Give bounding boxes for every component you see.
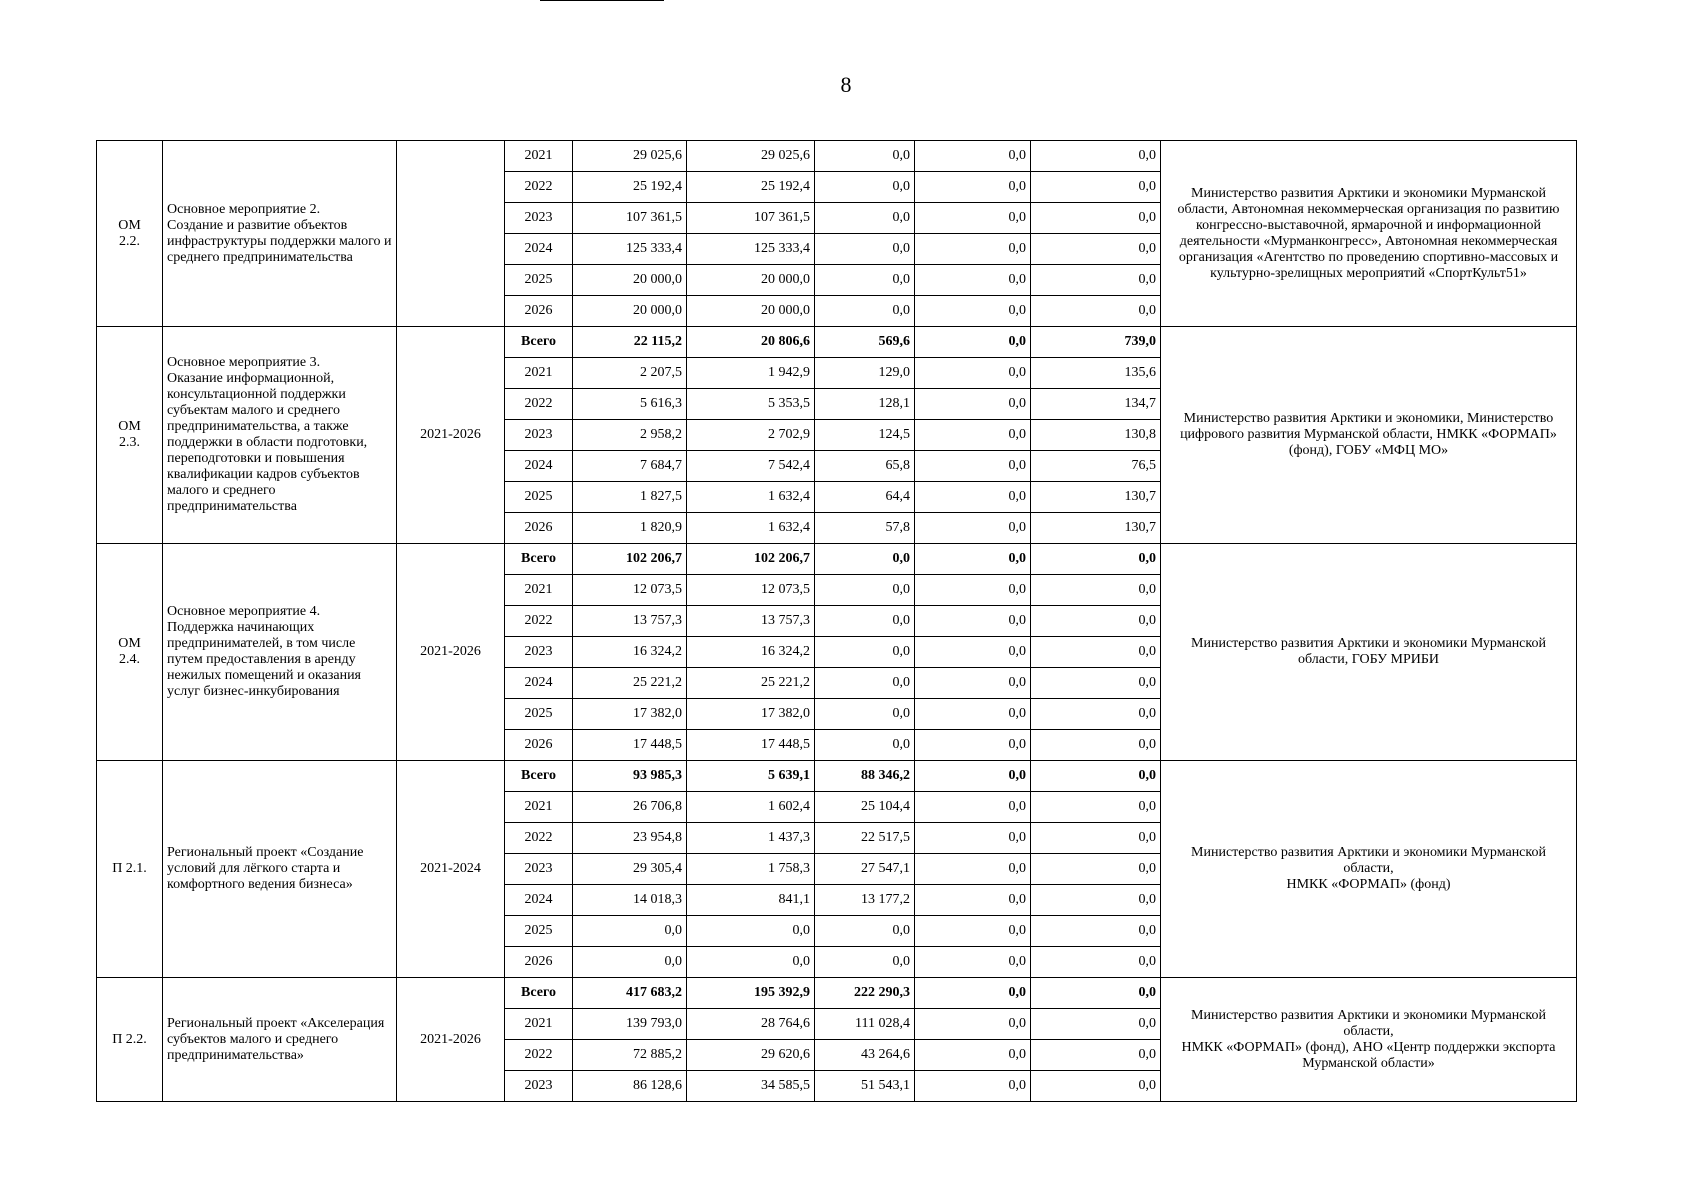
page-number: 8	[840, 72, 852, 97]
amount-cell: 0,0	[815, 916, 915, 947]
amount-cell: 20 806,6	[687, 327, 815, 358]
amount-cell: 0,0	[915, 482, 1031, 513]
amount-cell: 1 942,9	[687, 358, 815, 389]
amount-cell: 2 207,5	[573, 358, 687, 389]
row-code: ОМ 2.3.	[97, 327, 163, 544]
year-cell: 2023	[505, 637, 573, 668]
amount-cell: 0,0	[915, 1040, 1031, 1071]
amount-cell: 0,0	[915, 141, 1031, 172]
amount-cell: 0,0	[1031, 730, 1161, 761]
responsible-org: Министерство развития Арктики и экономики Мурманской области, НМКК «ФОРМАП» (фонд), АНО «Центр поддержки экспорта Мурманской области»	[1161, 978, 1577, 1102]
responsible-org: Министерство развития Арктики и экономики Мурманской области, Автономная некоммерческая организация по развитию конгрессно-выставочной, ярмарочной и информационной деятельности «Мурманконгресс», Автономная некоммерческая организация «Агентство по проведению спортивно-массовых и культурно-зрелищных мероприятий «СпортКульт51»	[1161, 141, 1577, 327]
amount-cell: 5 639,1	[687, 761, 815, 792]
year-cell: 2023	[505, 1071, 573, 1102]
amount-cell: 25 104,4	[815, 792, 915, 823]
year-cell: 2025	[505, 482, 573, 513]
table-row	[97, 327, 1577, 358]
year-cell: 2025	[505, 265, 573, 296]
row-name: Региональный проект «Создание условий для лёгкого старта и комфортного ведения бизнеса»	[163, 761, 397, 978]
amount-cell: 0,0	[1031, 823, 1161, 854]
year-cell: 2023	[505, 203, 573, 234]
year-cell: 2026	[505, 947, 573, 978]
amount-cell: 0,0	[915, 451, 1031, 482]
year-cell: 2026	[505, 296, 573, 327]
amount-cell: 0,0	[1031, 668, 1161, 699]
year-cell: 2024	[505, 885, 573, 916]
year-cell: 2026	[505, 513, 573, 544]
table-row	[97, 978, 1577, 1009]
row-name: Основное мероприятие 4. Поддержка начинающих предпринимателей, в том числе путем предоставления в аренду нежилых помещений и оказания услуг бизнес-инкубирования	[163, 544, 397, 761]
amount-cell: 1 632,4	[687, 482, 815, 513]
year-cell: 2022	[505, 606, 573, 637]
year-cell: Всего	[505, 544, 573, 575]
year-cell: 2024	[505, 451, 573, 482]
amount-cell: 0,0	[815, 637, 915, 668]
amount-cell: 102 206,7	[687, 544, 815, 575]
amount-cell: 17 448,5	[687, 730, 815, 761]
amount-cell: 0,0	[915, 916, 1031, 947]
row-period: 2021-2026	[397, 978, 505, 1102]
amount-cell: 107 361,5	[573, 203, 687, 234]
amount-cell: 0,0	[1031, 916, 1161, 947]
amount-cell: 72 885,2	[573, 1040, 687, 1071]
amount-cell: 128,1	[815, 389, 915, 420]
amount-cell: 0,0	[1031, 172, 1161, 203]
amount-cell: 88 346,2	[815, 761, 915, 792]
amount-cell: 25 192,4	[687, 172, 815, 203]
amount-cell: 5 616,3	[573, 389, 687, 420]
amount-cell: 125 333,4	[573, 234, 687, 265]
amount-cell: 1 632,4	[687, 513, 815, 544]
amount-cell: 0,0	[815, 141, 915, 172]
amount-cell: 20 000,0	[687, 265, 815, 296]
row-name: Основное мероприятие 2. Создание и развитие объектов инфраструктуры поддержки малого и среднего предпринимательства	[163, 141, 397, 327]
amount-cell: 12 073,5	[687, 575, 815, 606]
year-cell: 2021	[505, 358, 573, 389]
year-cell: 2021	[505, 141, 573, 172]
amount-cell: 0,0	[815, 544, 915, 575]
amount-cell: 135,6	[1031, 358, 1161, 389]
amount-cell: 0,0	[915, 761, 1031, 792]
amount-cell: 0,0	[815, 730, 915, 761]
amount-cell: 20 000,0	[573, 265, 687, 296]
amount-cell: 0,0	[1031, 885, 1161, 916]
amount-cell: 0,0	[573, 916, 687, 947]
amount-cell: 0,0	[1031, 854, 1161, 885]
amount-cell: 0,0	[1031, 234, 1161, 265]
amount-cell: 0,0	[915, 823, 1031, 854]
amount-cell: 17 448,5	[573, 730, 687, 761]
amount-cell: 0,0	[815, 668, 915, 699]
amount-cell: 0,0	[1031, 575, 1161, 606]
amount-cell: 102 206,7	[573, 544, 687, 575]
amount-cell: 65,8	[815, 451, 915, 482]
amount-cell: 0,0	[915, 885, 1031, 916]
year-cell: 2023	[505, 420, 573, 451]
amount-cell: 0,0	[915, 296, 1031, 327]
amount-cell: 0,0	[1031, 1040, 1161, 1071]
amount-cell: 0,0	[915, 420, 1031, 451]
amount-cell: 0,0	[915, 358, 1031, 389]
amount-cell: 86 128,6	[573, 1071, 687, 1102]
amount-cell: 0,0	[915, 172, 1031, 203]
amount-cell: 0,0	[687, 916, 815, 947]
amount-cell: 222 290,3	[815, 978, 915, 1009]
year-cell: 2022	[505, 823, 573, 854]
amount-cell: 0,0	[815, 699, 915, 730]
table-body	[97, 141, 1577, 1102]
amount-cell: 0,0	[1031, 141, 1161, 172]
amount-cell: 0,0	[915, 978, 1031, 1009]
amount-cell: 29 025,6	[687, 141, 815, 172]
amount-cell: 29 620,6	[687, 1040, 815, 1071]
amount-cell: 1 827,5	[573, 482, 687, 513]
amount-cell: 0,0	[687, 947, 815, 978]
amount-cell: 57,8	[815, 513, 915, 544]
amount-cell: 0,0	[815, 203, 915, 234]
amount-cell: 7 542,4	[687, 451, 815, 482]
amount-cell: 0,0	[1031, 265, 1161, 296]
amount-cell: 139 793,0	[573, 1009, 687, 1040]
year-cell: 2024	[505, 668, 573, 699]
amount-cell: 1 820,9	[573, 513, 687, 544]
amount-cell: 0,0	[915, 854, 1031, 885]
amount-cell: 0,0	[915, 668, 1031, 699]
amount-cell: 1 758,3	[687, 854, 815, 885]
responsible-org: Министерство развития Арктики и экономики, Министерство цифрового развития Мурманской области, НМКК «ФОРМАП» (фонд), ГОБУ «МФЦ МО»	[1161, 327, 1577, 544]
amount-cell: 841,1	[687, 885, 815, 916]
amount-cell: 0,0	[915, 544, 1031, 575]
year-cell: 2024	[505, 234, 573, 265]
row-name: Региональный проект «Акселерация субъектов малого и среднего предпринимательства»	[163, 978, 397, 1102]
amount-cell: 20 000,0	[687, 296, 815, 327]
amount-cell: 0,0	[1031, 699, 1161, 730]
amount-cell: 2 958,2	[573, 420, 687, 451]
year-cell: 2023	[505, 854, 573, 885]
amount-cell: 107 361,5	[687, 203, 815, 234]
table-row	[97, 544, 1577, 575]
amount-cell: 17 382,0	[573, 699, 687, 730]
amount-cell: 27 547,1	[815, 854, 915, 885]
amount-cell: 0,0	[1031, 978, 1161, 1009]
amount-cell: 111 028,4	[815, 1009, 915, 1040]
amount-cell: 22 115,2	[573, 327, 687, 358]
year-cell: Всего	[505, 761, 573, 792]
amount-cell: 28 764,6	[687, 1009, 815, 1040]
amount-cell: 195 392,9	[687, 978, 815, 1009]
amount-cell: 0,0	[1031, 544, 1161, 575]
funding-table	[96, 140, 1577, 1102]
amount-cell: 0,0	[915, 265, 1031, 296]
year-cell: 2025	[505, 916, 573, 947]
amount-cell: 0,0	[815, 296, 915, 327]
row-code: ОМ 2.2.	[97, 141, 163, 327]
year-cell: Всего	[505, 327, 573, 358]
amount-cell: 12 073,5	[573, 575, 687, 606]
amount-cell: 0,0	[1031, 637, 1161, 668]
amount-cell: 51 543,1	[815, 1071, 915, 1102]
amount-cell: 93 985,3	[573, 761, 687, 792]
amount-cell: 25 221,2	[573, 668, 687, 699]
amount-cell: 0,0	[915, 606, 1031, 637]
amount-cell: 130,7	[1031, 482, 1161, 513]
amount-cell: 0,0	[1031, 761, 1161, 792]
amount-cell: 125 333,4	[687, 234, 815, 265]
amount-cell: 130,7	[1031, 513, 1161, 544]
amount-cell: 0,0	[915, 513, 1031, 544]
amount-cell: 7 684,7	[573, 451, 687, 482]
year-cell: Всего	[505, 978, 573, 1009]
amount-cell: 0,0	[915, 792, 1031, 823]
amount-cell: 0,0	[915, 327, 1031, 358]
year-cell: 2022	[505, 1040, 573, 1071]
amount-cell: 0,0	[815, 575, 915, 606]
amount-cell: 0,0	[815, 234, 915, 265]
amount-cell: 129,0	[815, 358, 915, 389]
amount-cell: 0,0	[915, 730, 1031, 761]
year-cell: 2021	[505, 1009, 573, 1040]
amount-cell: 0,0	[915, 1071, 1031, 1102]
amount-cell: 0,0	[915, 234, 1031, 265]
amount-cell: 0,0	[1031, 1071, 1161, 1102]
amount-cell: 29 305,4	[573, 854, 687, 885]
amount-cell: 0,0	[1031, 203, 1161, 234]
amount-cell: 0,0	[1031, 606, 1161, 637]
amount-cell: 0,0	[915, 699, 1031, 730]
amount-cell: 417 683,2	[573, 978, 687, 1009]
amount-cell: 13 177,2	[815, 885, 915, 916]
amount-cell: 76,5	[1031, 451, 1161, 482]
amount-cell: 5 353,5	[687, 389, 815, 420]
table-row	[97, 761, 1577, 792]
amount-cell: 569,6	[815, 327, 915, 358]
amount-cell: 0,0	[915, 389, 1031, 420]
amount-cell: 23 954,8	[573, 823, 687, 854]
year-cell: 2021	[505, 575, 573, 606]
row-code: ОМ 2.4.	[97, 544, 163, 761]
amount-cell: 25 192,4	[573, 172, 687, 203]
amount-cell: 0,0	[573, 947, 687, 978]
row-period: 2021-2026	[397, 544, 505, 761]
amount-cell: 0,0	[915, 947, 1031, 978]
amount-cell: 0,0	[1031, 1009, 1161, 1040]
row-period: 2021-2024	[397, 761, 505, 978]
amount-cell: 29 025,6	[573, 141, 687, 172]
amount-cell: 1 437,3	[687, 823, 815, 854]
amount-cell: 134,7	[1031, 389, 1161, 420]
amount-cell: 2 702,9	[687, 420, 815, 451]
responsible-org: Министерство развития Арктики и экономики Мурманской области, НМКК «ФОРМАП» (фонд)	[1161, 761, 1577, 978]
top-rule	[540, 0, 664, 1]
amount-cell: 1 602,4	[687, 792, 815, 823]
row-period: 2021-2026	[397, 327, 505, 544]
amount-cell: 739,0	[1031, 327, 1161, 358]
year-cell: 2026	[505, 730, 573, 761]
amount-cell: 16 324,2	[573, 637, 687, 668]
amount-cell: 26 706,8	[573, 792, 687, 823]
year-cell: 2022	[505, 172, 573, 203]
responsible-org: Министерство развития Арктики и экономики Мурманской области, ГОБУ МРИБИ	[1161, 544, 1577, 761]
amount-cell: 20 000,0	[573, 296, 687, 327]
amount-cell: 43 264,6	[815, 1040, 915, 1071]
amount-cell: 17 382,0	[687, 699, 815, 730]
amount-cell: 22 517,5	[815, 823, 915, 854]
year-cell: 2022	[505, 389, 573, 420]
amount-cell: 0,0	[815, 947, 915, 978]
amount-cell: 0,0	[815, 265, 915, 296]
amount-cell: 0,0	[1031, 947, 1161, 978]
row-name: Основное мероприятие 3. Оказание информационной, консультационной поддержки субъектам малого и среднего предпринимательства, а также поддержки в области подготовки, переподготовки и повышения квалификации кадров субъектов малого и среднего предпринимательства	[163, 327, 397, 544]
amount-cell: 0,0	[1031, 296, 1161, 327]
row-period	[397, 141, 505, 327]
amount-cell: 14 018,3	[573, 885, 687, 916]
row-code: П 2.1.	[97, 761, 163, 978]
amount-cell: 0,0	[815, 606, 915, 637]
amount-cell: 0,0	[915, 575, 1031, 606]
amount-cell: 13 757,3	[687, 606, 815, 637]
year-cell: 2021	[505, 792, 573, 823]
row-code: П 2.2.	[97, 978, 163, 1102]
year-cell: 2025	[505, 699, 573, 730]
amount-cell: 0,0	[1031, 792, 1161, 823]
table-row	[97, 141, 1577, 172]
amount-cell: 0,0	[815, 172, 915, 203]
amount-cell: 0,0	[915, 203, 1031, 234]
amount-cell: 16 324,2	[687, 637, 815, 668]
amount-cell: 0,0	[915, 637, 1031, 668]
amount-cell: 124,5	[815, 420, 915, 451]
amount-cell: 64,4	[815, 482, 915, 513]
amount-cell: 34 585,5	[687, 1071, 815, 1102]
amount-cell: 0,0	[915, 1009, 1031, 1040]
amount-cell: 130,8	[1031, 420, 1161, 451]
amount-cell: 13 757,3	[573, 606, 687, 637]
amount-cell: 25 221,2	[687, 668, 815, 699]
